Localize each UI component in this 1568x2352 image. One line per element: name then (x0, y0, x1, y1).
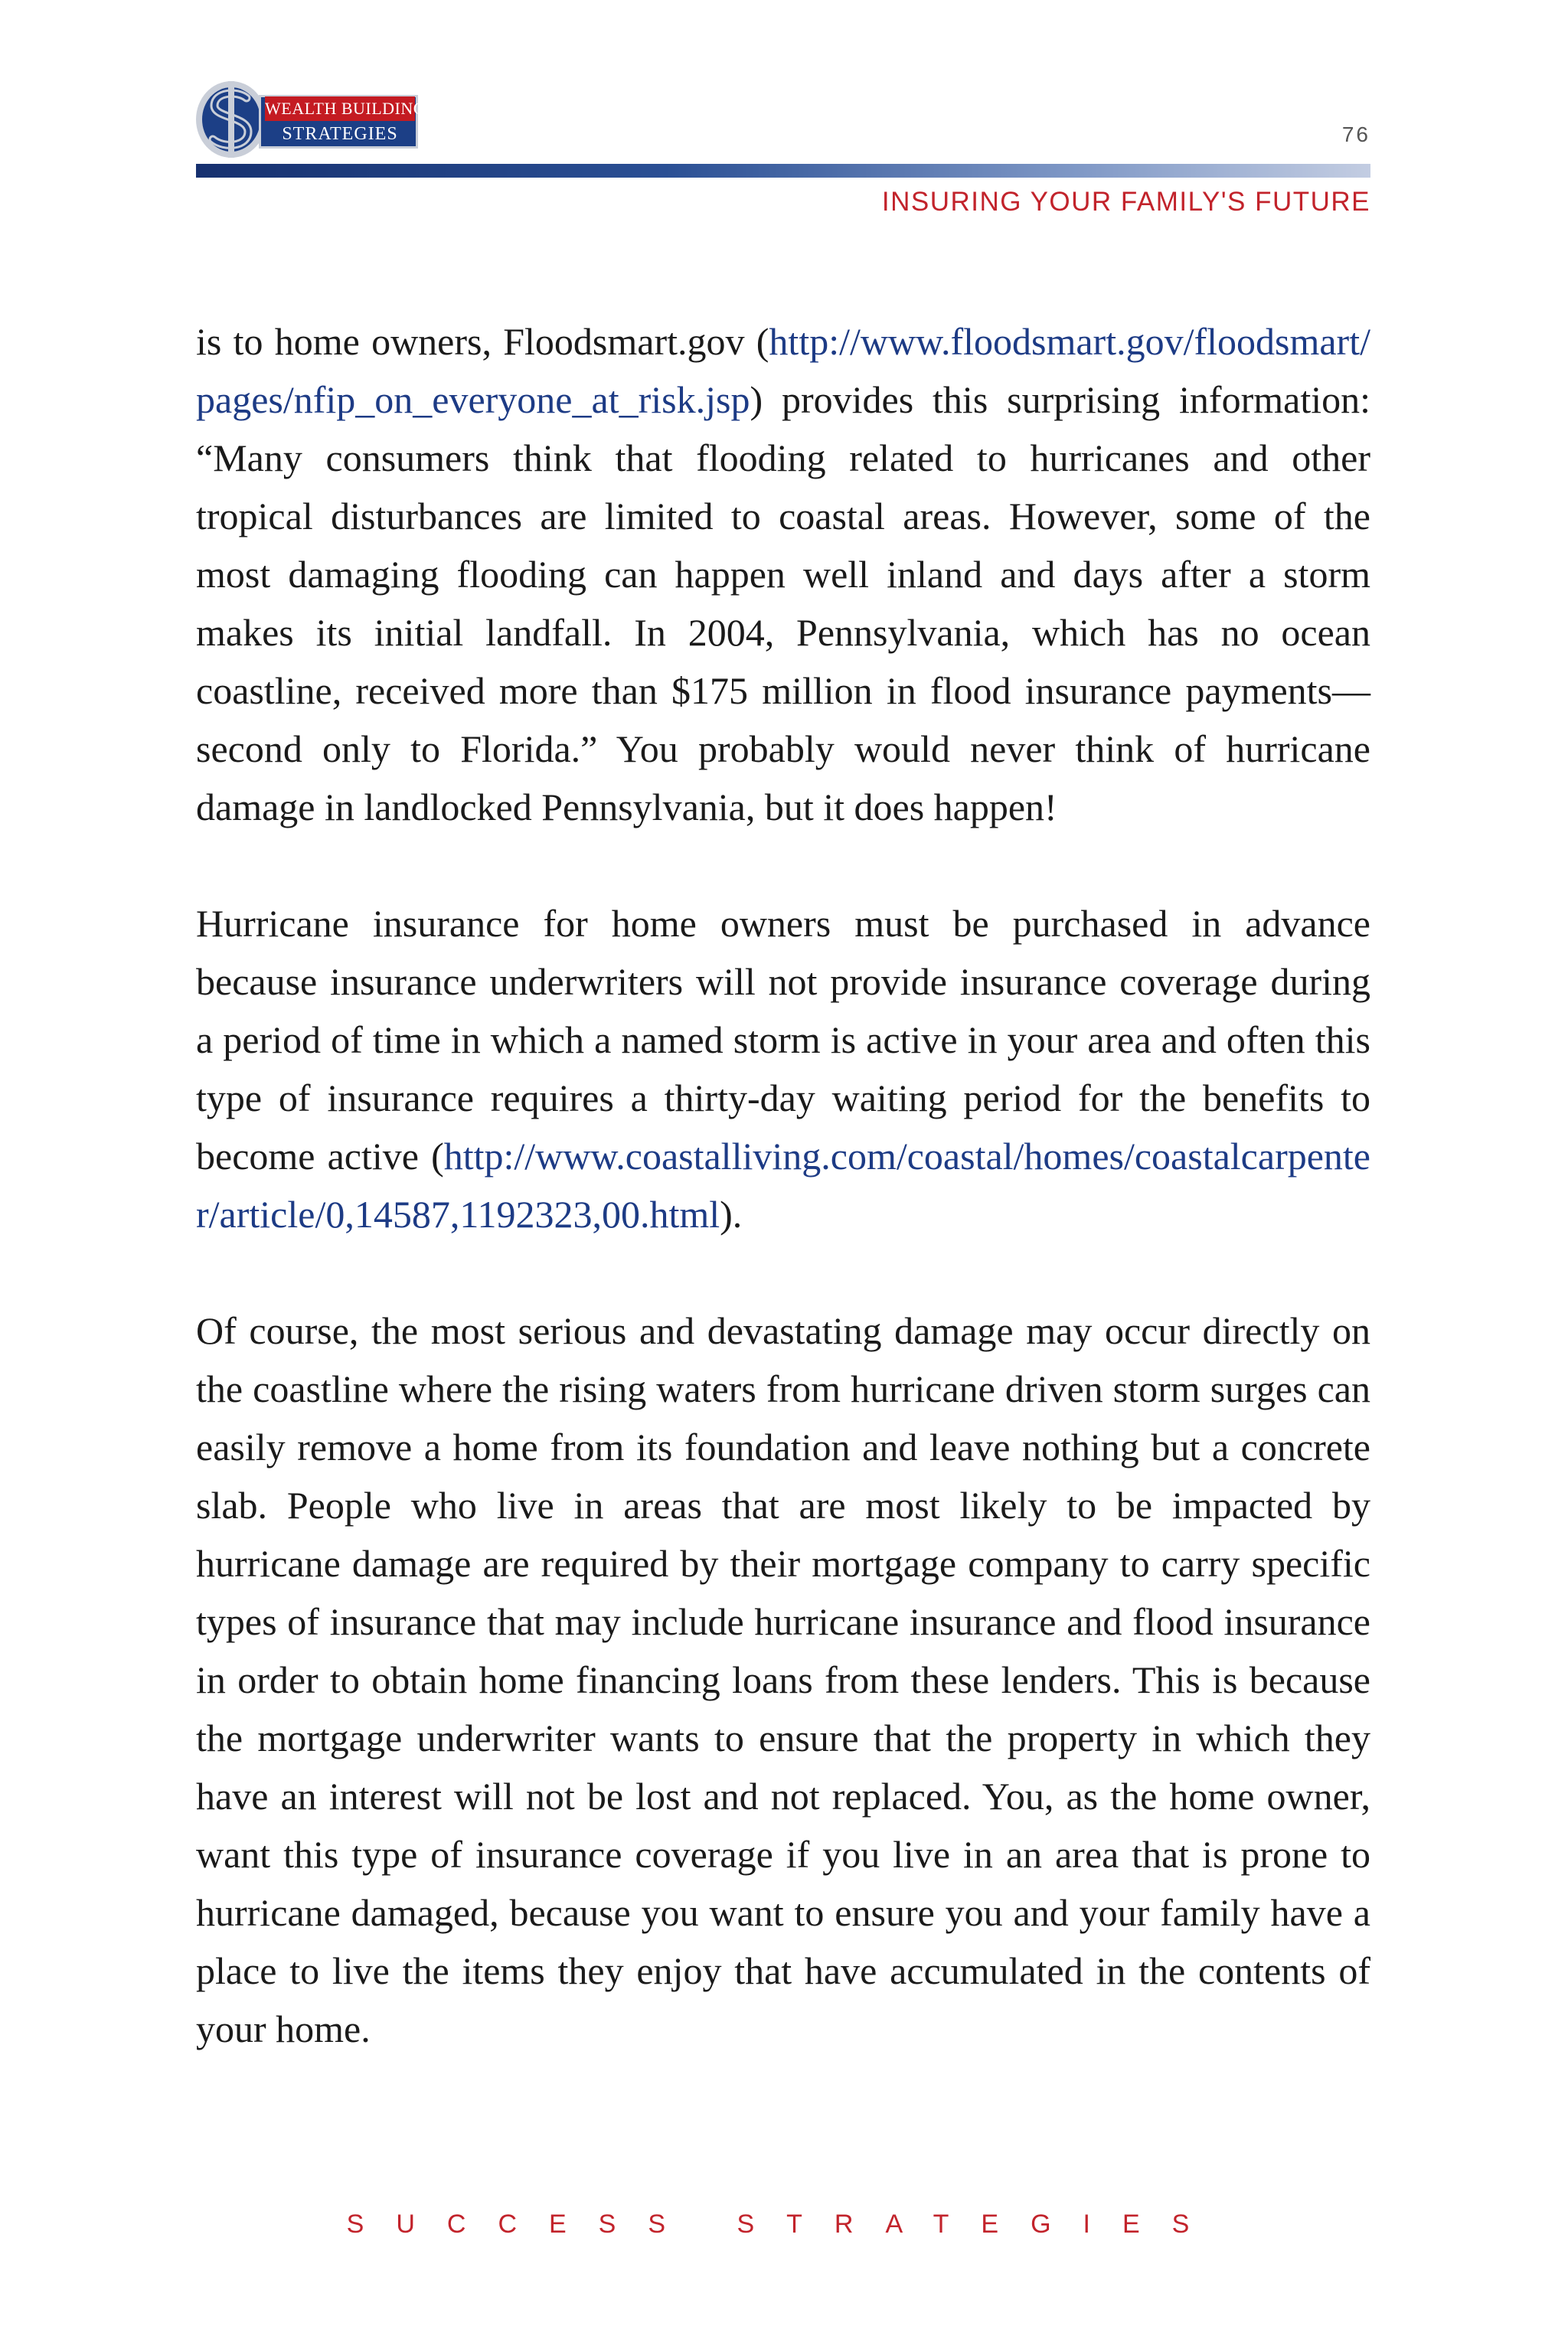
paragraph-1-text-start: is to home owners, Floodsmart.gov ( (196, 320, 769, 363)
paragraph-3: Of course, the most serious and devastating damage may occur directly on the coastline where the rising waters from hurricane driven storm surges can easily remove a home from its foundation and leave nothing but a concrete slab. People who live in areas that are most likely to be impacted by hurricane damage are required by their mortgage company to carry specific types of insurance that may include hurricane insurance and flood insurance in order to obtain home financing loans from these lenders. This is because the mortgage underwriter wants to ensure that the property in which they have an interest will not be lost and not replaced. You, as the home owner, want this type of insurance coverage if you live in an area that is prone to hurricane damaged, because you want to ensure you and your family have a place to live the items they enjoy that have accumulated in the contents of your home. (196, 1309, 1370, 2050)
paragraph-1 (196, 312, 1370, 836)
logo-text-line1: WEALTH BUILDING (265, 96, 415, 121)
logo-text-line2: STRATEGIES (282, 124, 398, 144)
paragraph-1-text-end: ) provides this surprising information: “Many consumers think that flooding related to hurricanes and other tropical disturbances are limited to coastal areas. However, some of the most damaging flooding can happen well inland and days after a storm makes its initial landfall. In 2004, Pennsylvania, which has no ocean coastline, received more than $175 million in flood insurance payments—second only to Florida.” You probably would never think of hurricane damage in landlocked Pennsylvania, but it does happen! (196, 378, 1370, 828)
header-divider (196, 164, 1370, 178)
footer-tagline: SUCCESS STRATEGIES (346, 2210, 1222, 2239)
wealth-building-strategies-logo (191, 72, 426, 164)
section-title: INSURING YOUR FAMILY'S FUTURE (881, 187, 1370, 217)
paragraph-2-text-end: ). (720, 1193, 743, 1236)
body-text (196, 312, 1370, 2116)
page-number: 76 (1341, 122, 1370, 146)
paragraph-2 (196, 894, 1370, 1243)
coastalliving-link[interactable]: http://www.coastalliving.com/coastal/homes/coastalcarpenter/article/0,14587,1192323,00.html (196, 1135, 1370, 1236)
floodsmart-link[interactable]: http://www.floodsmart.gov/floodsmart/pages/nfip_on_everyone_at_risk.jsp (196, 320, 1370, 421)
paragraph-2-text-start: Hurricane insurance for home owners must be purchased in advance because insurance underwriters will not provide insurance coverage during a period of time in which a named storm is active in your area and often this type of insurance requires a thirty-day waiting period for the benefits to become active ( (196, 902, 1370, 1178)
